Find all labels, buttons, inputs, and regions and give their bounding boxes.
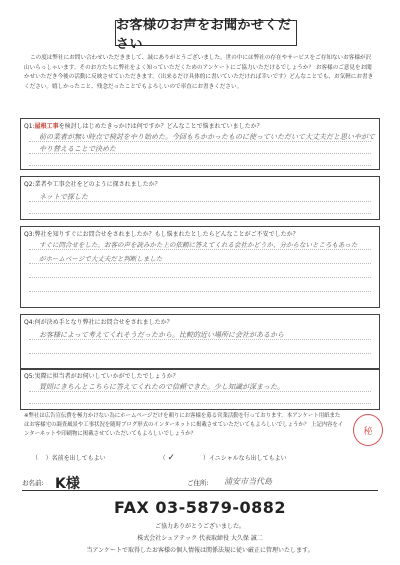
notice-text: ※弊社は広告宣伝費を極力かけない為にホームページだけを頼りにお客様を募る営業活動を行っております。本アンケート用紙またはお客様宅の調査風景や工事状況を随時ブログ形式のインターネットに掲載させていただいてもよろしいでしょうか？ 上記内容をインターネットや印刷物に掲載させていただいてもよろしいでしょうか？: [24, 413, 344, 437]
question-label-1: Q1:屋根工事を検討しはじめたきっかけは何ですか？どんなことで悩まれていましたか？: [24, 123, 263, 130]
question-box-4: [20, 314, 380, 370]
question-box-3: [20, 226, 380, 308]
answer-line: [29, 291, 371, 292]
question-box-5: [20, 368, 380, 410]
choice-initial[interactable]: （ ✓ ）イニシャルなら出してもよい: [159, 453, 287, 463]
customer-info-row: [22, 472, 378, 491]
answer-text: やり替えることで決めた: [39, 145, 116, 153]
publish-choices: [32, 453, 339, 463]
answer-line: [29, 165, 371, 166]
address-value: 浦安市当代島: [224, 477, 272, 486]
thanks-text: ご協力ありがとうございました。: [154, 523, 245, 530]
choice-name[interactable]: （ ）名前を出してもよい: [32, 455, 106, 462]
answer-line: [29, 213, 371, 214]
question-label-2: Q2:業者や工事会社をどのように探されましたか？: [24, 181, 161, 188]
name-value: K様: [55, 476, 80, 492]
answer-line: [29, 263, 371, 264]
answer-text: お客様によって考えてくれそうだったから。比較的近い場所に会社があるから: [39, 331, 284, 339]
question-box-2: [20, 176, 380, 220]
fax-number: FAX 03-5879-0882: [114, 498, 286, 517]
answer-text: 質問にきちんとこちらに答えてくれたので信頼できた。少し知識が深まった。: [39, 383, 284, 391]
seal-stamp-icon: 秘: [353, 414, 383, 446]
answer-line: [29, 403, 371, 404]
checkmark-icon: ✓: [167, 453, 176, 463]
question-label-4: Q4:何が決め手となり弊社にお問合せをされましたか？: [24, 319, 173, 326]
answer-line: [29, 277, 371, 278]
page-title: お客様のお声をお聞かせください: [115, 20, 297, 46]
highlight-text: 屋根工事: [34, 123, 59, 130]
answer-line: [29, 249, 371, 250]
name-label: お名前:: [22, 479, 44, 487]
question-label-5: Q5:実際に担当者がお伺いしていかがでしたでしょうか？: [24, 373, 179, 380]
answer-text: すぐに問合せをした。お客の声を読みかた上の依頼に答えてくれる会社かどうか、分からないところもあった: [39, 241, 358, 249]
address-label: ご住所:: [187, 479, 209, 487]
answer-text: がホームページで大丈夫だと判断しました: [39, 255, 163, 263]
answer-text: ネットで探した: [39, 193, 88, 201]
answer-line: [29, 353, 371, 354]
answer-text: 前の業者が無い時点で検討をやり始めた。今回もちかかったものに使っていただいて大丈夫だと思いやがて: [39, 133, 375, 141]
intro-text: この度は弊社にお問い合わせいただきまして、誠にありがとうございました。世の中には弊社の存在やサービスをご存知ないお客様が沢山いらっしゃいます。そのお方たちに弊社をよく知っていただくためのアンケートにご協力いただけるでしょうか？ お客様のご意見をお聞かせいただき今後の活動に反映させていただきます。（出来るだけ具体的に書いていただければ幸いです）どんなことでも、お気軽にお書きください。嬉しかったこと、残念だったことでもよろしいので率直にお書きください。: [24, 55, 374, 90]
question-label-3: Q3:弊社を知りすぐにお問合せをされましたか？もし悩まれたとしたらどんなことがご不安でしたか？: [24, 231, 299, 238]
company-name: 株式会社シェアテック 代表取締役 大久保 誠二: [137, 535, 263, 542]
question-box-1: [20, 118, 380, 170]
privacy-note: 当アンケートで取得したお客様の個人情報は関係法規に従い厳正に管理いたします。: [86, 547, 314, 554]
